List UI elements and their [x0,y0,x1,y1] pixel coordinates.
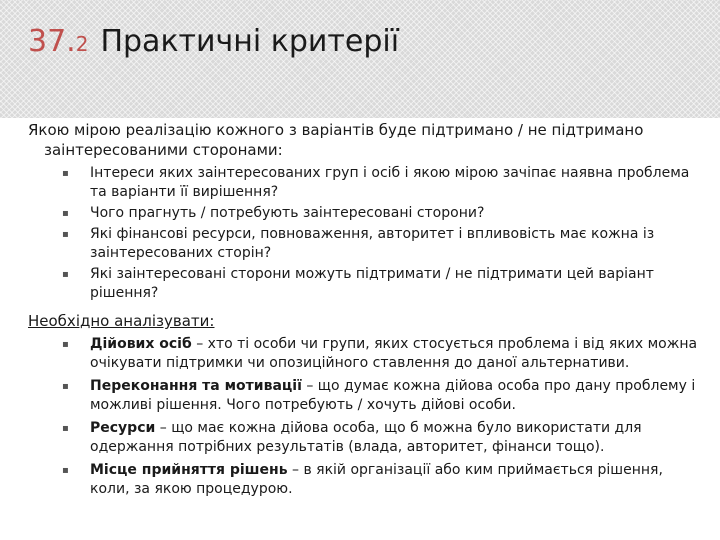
title-number: 37. [28,24,76,59]
list-item [62,225,700,263]
slide-body [28,120,700,503]
square-bullet-icon: ▪ [62,465,69,476]
list-item [62,164,700,202]
term-description: – що думає кожна дійова особа про дану проблему і можливі рішення. Чого потребують / хочуть дійові особи. [90,378,696,413]
square-bullet-icon: ▪ [62,229,69,240]
list-item [62,335,700,373]
list-item-text: Які фінансові ресурси, повноваження, авторитет і впливовість має кожна із заінтересованих сторін? [90,226,655,261]
term-description: – хто ті особи чи групи, яких стосується проблема і від яких можна очікувати підтримки чи опозиційного ставлення до даної альтернативи. [90,336,698,371]
intro-paragraph: Якою мірою реалізацію кожного з варіантів буде підтримано / не підтримано заінтересованими сторонами: [28,121,644,159]
term-description: – що має кожна дійова особа, що б можна було використати для одержання потрібних результатів (влада, авторитет, фінанси тощо). [90,420,642,455]
square-bullet-icon: ▪ [62,423,69,434]
title-text: Практичні критерії [100,24,400,59]
list-item [62,204,700,223]
term-label: Дійових осіб [90,336,192,352]
list-item [62,265,700,303]
square-bullet-icon: ▪ [62,208,69,219]
list-item-text: Які заінтересовані сторони можуть підтримати / не підтримати цей варіант рішення? [90,266,654,301]
square-bullet-icon: ▪ [62,381,69,392]
questions-list [28,164,700,303]
list-item [62,377,700,415]
list-item [62,419,700,457]
square-bullet-icon: ▪ [62,339,69,350]
section-heading: Необхідно аналізувати: [28,312,215,330]
list-item-text: Чого прагнуть / потребують заінтересовані сторони? [90,205,485,221]
term-label: Місце прийняття рішень [90,462,288,478]
term-label: Переконання та мотивації [90,378,302,394]
list-item-text: Інтереси яких заінтересованих груп і осіб і якою мірою зачіпає наявна проблема та варіанти її вирішення? [90,165,690,200]
term-label: Ресурси [90,420,156,436]
title-band [0,0,720,118]
list-item [62,461,700,499]
square-bullet-icon: ▪ [62,168,69,179]
term-description: – в якій організації або ким приймається рішення, коли, за якою процедурою. [90,462,663,497]
slide-title [28,22,399,64]
analysis-list [28,335,700,499]
title-subnumber: 2 [75,32,89,56]
square-bullet-icon: ▪ [62,269,69,280]
